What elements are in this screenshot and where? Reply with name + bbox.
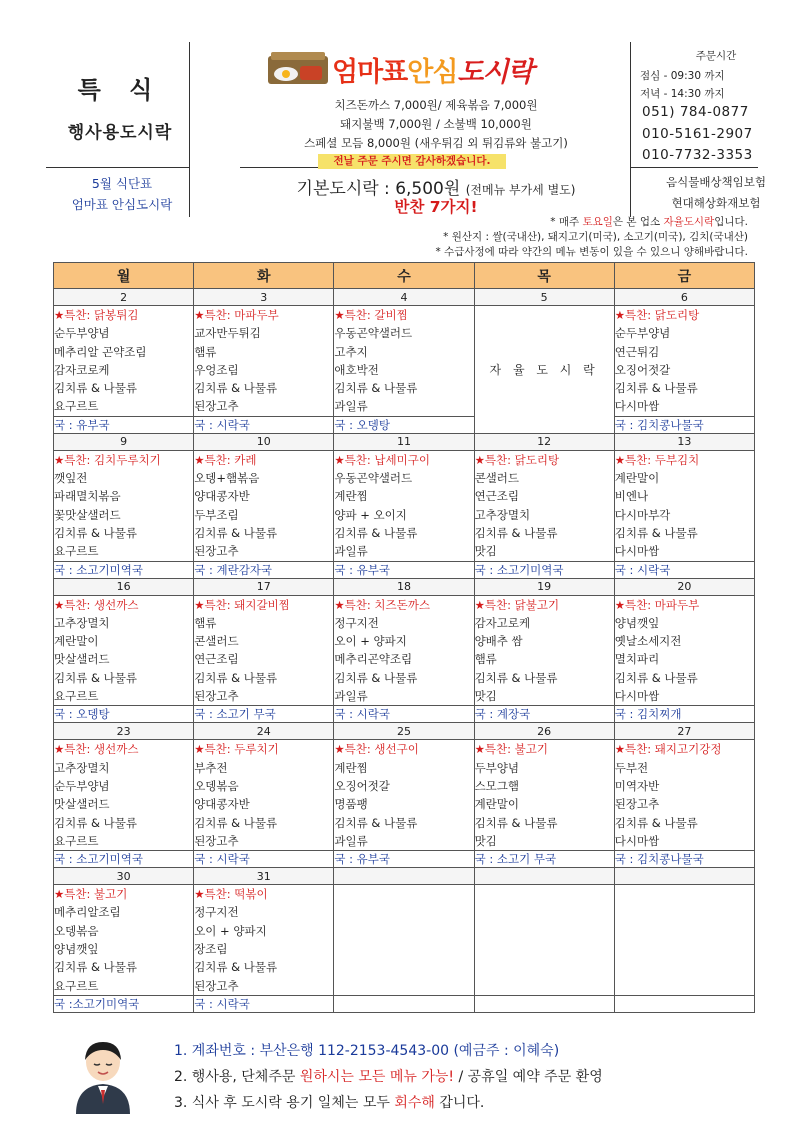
menu-item: 메추리알 곤약조림: [54, 344, 147, 359]
menu-item: 된장고추: [614, 797, 660, 812]
special-dish: ★특찬: 두루치기: [194, 742, 279, 757]
menu-item: 김치류 & 나물류: [194, 381, 278, 396]
date-cell: 13: [614, 433, 754, 450]
menu-cell: [614, 885, 754, 996]
menu-cell: [474, 885, 614, 996]
soup-cell: 국 : 시락국: [194, 995, 334, 1012]
soup-cell: 국 : 김치콩나물국: [614, 851, 754, 868]
soup-cell: 국 : 유부국: [334, 561, 474, 578]
menu-item: 김치류 & 나물류: [54, 381, 137, 396]
menu-item: 김치류 & 나물류: [334, 381, 418, 396]
soup-cell: 국 : 계장국: [474, 706, 614, 723]
order-time-title: 주문시간: [695, 50, 737, 62]
menu-item: 콘샐러드: [474, 471, 519, 486]
menu-item: 요구르트: [54, 833, 99, 848]
date-cell: [614, 868, 754, 885]
menu-item: 다시마쌈: [614, 544, 660, 559]
menu-item: 김치류 & 나물류: [614, 525, 698, 540]
date-row: [54, 289, 755, 306]
menu-item: 김치류 & 나물류: [614, 815, 698, 830]
person-bowing-icon: [68, 1034, 138, 1114]
soup-cell: [614, 995, 754, 1012]
menu-item: 김치류 & 나물류: [334, 525, 418, 540]
order-notice: 전날 주문 주시면 감사하겠습니다.: [318, 154, 506, 169]
menu-cell: [194, 306, 334, 417]
menu-item: 오뎅+햄볶음: [194, 471, 260, 486]
price-line-2: 돼지불백 7,000원 / 소불백 10,000원: [340, 117, 532, 131]
menu-item: 오뎅볶음: [194, 778, 239, 793]
date-cell: [474, 868, 614, 885]
date-cell: 12: [474, 433, 614, 450]
special-dish: ★특찬: 마파두부: [614, 597, 700, 612]
menu-item: 햄류: [474, 652, 497, 667]
menu-item: 된장고추: [194, 978, 239, 993]
special-dish: ★특찬: 닭도리탕: [614, 308, 700, 322]
soup-cell: 국 : 오뎅탕: [334, 416, 474, 433]
menu-item: 두부조림: [194, 507, 239, 522]
menu-item: 김치류 & 나물류: [54, 525, 137, 540]
soup-row: [54, 995, 755, 1012]
menu-item: 고추장멸치: [474, 507, 531, 522]
menu-item: 순두부양념: [614, 326, 671, 341]
menu-item: 오이 + 양파지: [334, 634, 407, 649]
date-cell: 23: [54, 723, 194, 740]
menu-item: 파래멸치볶음: [54, 489, 121, 504]
footer-highlight: 회수해: [394, 1095, 435, 1111]
menu-item: 맛김: [474, 544, 497, 559]
note-text: 은 본 업소: [612, 216, 664, 228]
date-cell: 10: [194, 433, 334, 450]
note-highlight: 토요일: [582, 216, 613, 228]
special-title: 특 식: [77, 76, 163, 104]
menu-item: 맛살샐러드: [54, 652, 110, 667]
menu-item: 맛김: [474, 689, 497, 704]
weekday-header-row: [54, 263, 755, 289]
date-cell: 11: [334, 433, 474, 450]
special-dish: ★특찬: 치즈돈까스: [334, 597, 430, 612]
soup-cell: [474, 995, 614, 1012]
menu-item: 김치류 & 나물류: [54, 960, 137, 975]
menu-item: 김치류 & 나물류: [194, 960, 278, 975]
menu-item: 연근조림: [194, 652, 239, 667]
menu-item: 과일류: [334, 399, 368, 414]
menu-item: 고추장멸치: [54, 760, 110, 775]
menu-item: 다시마쌈: [614, 399, 660, 414]
phone-3[interactable]: 010-7732-3353: [642, 147, 753, 163]
date-cell: 19: [474, 578, 614, 595]
menu-calendar: [53, 262, 755, 1013]
menu-item: 맛김: [474, 833, 497, 848]
menu-item: 계란말이: [474, 797, 519, 812]
special-dish: ★특찬: 갈비찜: [334, 308, 408, 322]
menu-item: 김치류 & 나물류: [614, 381, 698, 396]
menu-item: 부추전: [194, 760, 228, 775]
logo-text: [332, 50, 533, 89]
menu-row: [54, 450, 755, 561]
basic-price-label: 기본도시락 : 6,500원: [296, 179, 461, 199]
menu-item: 우동곤약샐러드: [334, 471, 413, 486]
special-dish: ★특찬: 불고기: [54, 887, 128, 902]
menu-cell: [194, 595, 334, 706]
date-cell: 27: [614, 723, 754, 740]
soup-row: [54, 416, 755, 433]
logo-part1: 엄마표: [332, 57, 408, 88]
menu-item: 정구지전: [334, 615, 379, 630]
menu-cell: [54, 595, 194, 706]
date-row: [54, 868, 755, 885]
note-text: * 매주: [550, 216, 583, 228]
footer-highlight: 원하시는 모든 메뉴 가능!: [299, 1069, 455, 1085]
menu-item: 양대콩자반: [194, 797, 250, 812]
date-cell: 16: [54, 578, 194, 595]
dinner-deadline: 저녁 - 14:30 까지: [640, 88, 725, 100]
lunch-deadline: 점심 - 09:30 까지: [640, 70, 725, 82]
menu-item: 두부양념: [474, 760, 519, 775]
menu-item: 멸치파리: [614, 652, 660, 667]
special-dish: ★특찬: 납세미구이: [334, 452, 430, 467]
menu-item: 순두부양념: [54, 778, 110, 793]
menu-item: 김치류 & 나물류: [194, 815, 278, 830]
menu-item: 계란말이: [54, 634, 99, 649]
menu-cell: [334, 740, 474, 851]
special-dish: ★특찬: 생선구이: [334, 742, 419, 757]
menu-cell: [54, 306, 194, 417]
menu-cell: [614, 595, 754, 706]
soup-cell: 국 : 유부국: [334, 851, 474, 868]
special-dish: ★특찬: 마파두부: [194, 308, 279, 322]
footer-text: 갑니다.: [434, 1095, 485, 1111]
phone-2[interactable]: 010-5161-2907: [642, 126, 753, 142]
menu-item: 고추장멸치: [54, 615, 110, 630]
date-cell: 30: [54, 868, 194, 885]
date-cell: 4: [334, 289, 474, 306]
menu-item: 양대콩자반: [194, 489, 250, 504]
soup-cell: 국 : 소고기미역국: [54, 851, 194, 868]
date-cell: 20: [614, 578, 754, 595]
menu-item: 된장고추: [194, 689, 239, 704]
weekday-thu: 목: [474, 263, 614, 289]
date-cell: 26: [474, 723, 614, 740]
calendar-body: [54, 289, 755, 1013]
footer-text: 2. 행사용, 단체주문: [174, 1069, 300, 1085]
weekday-fri: 금: [614, 263, 754, 289]
footer-text: / 공휴일 예약 주문 환영: [454, 1069, 603, 1085]
soup-cell: 국 : 시락국: [194, 851, 334, 868]
date-cell: 31: [194, 868, 334, 885]
menu-item: 김치류 & 나물류: [474, 815, 558, 830]
menu-item: 맛살샐러드: [54, 797, 110, 812]
menu-cell: [54, 885, 194, 996]
special-dish: ★특찬: 불고기: [474, 742, 548, 757]
special-dish: ★특찬: 닭불고기: [474, 597, 560, 612]
insurance-line-1: 음식물배상책임보험: [666, 175, 766, 189]
menu-item: 양념깻잎: [614, 615, 660, 630]
soup-cell: 국 : 김치찌개: [614, 706, 754, 723]
menu-item: 우동곤약샐러드: [334, 326, 413, 341]
menu-item: 두부전: [614, 760, 649, 775]
menu-item: 김치류 & 나물류: [474, 670, 558, 685]
menu-row: [54, 306, 755, 417]
menu-item: 다시마부각: [614, 507, 671, 522]
soup-row: [54, 851, 755, 868]
menu-item: 메추리알조림: [54, 905, 121, 920]
soup-row: [54, 561, 755, 578]
vat-note: (전메뉴 부가세 별도): [465, 183, 576, 197]
menu-cell: [194, 740, 334, 851]
menu-item: 장조림: [194, 942, 228, 957]
phone-1[interactable]: 051) 784-0877: [642, 104, 749, 120]
special-dish: ★특찬: 닭도리탕: [474, 452, 560, 467]
menu-cell: [474, 450, 614, 561]
menu-cell: [54, 450, 194, 561]
logo-part3: 도시락: [457, 57, 533, 88]
date-cell: 5: [474, 289, 614, 306]
special-dish: ★특찬: 돼지갈비찜: [194, 597, 290, 612]
weekday-tue: 화: [194, 263, 334, 289]
note-text: 입니다.: [714, 216, 748, 228]
menu-item: 고추지: [334, 344, 368, 359]
menu-item: 김치류 & 나물류: [54, 815, 137, 830]
soup-cell: [334, 995, 474, 1012]
menu-cell: [334, 306, 474, 417]
menu-item: 양념깻잎: [54, 942, 99, 957]
soup-cell: 국 : 시락국: [194, 416, 334, 433]
saturday-note: [550, 214, 748, 229]
menu-cell: [194, 885, 334, 996]
menu-item: 된장고추: [194, 399, 239, 414]
menu-item: 오뎅볶음: [54, 923, 99, 938]
menu-cell: [334, 595, 474, 706]
date-cell: 25: [334, 723, 474, 740]
special-dish: ★특찬: 돼지고기강정: [614, 742, 722, 757]
date-cell: 6: [614, 289, 754, 306]
special-dish: ★특찬: 생선까스: [54, 597, 139, 612]
menu-cell: [474, 740, 614, 851]
container-return-info: [174, 1092, 484, 1112]
footer-text: 3. 식사 후 도시락 용기 일체는 모두: [174, 1095, 395, 1111]
menu-item: 요구르트: [54, 978, 99, 993]
price-line-3: 스페셜 모듬 8,000원 (새우튀김 외 튀김류와 불고기): [304, 136, 568, 150]
date-row: [54, 723, 755, 740]
menu-item: 된장고추: [194, 544, 239, 559]
soup-cell: 국 : 소고기 무국: [474, 851, 614, 868]
menu-cell: [194, 450, 334, 561]
menu-item: 계란찜: [334, 760, 368, 775]
menu-item: 콘샐러드: [194, 634, 239, 649]
menu-item: 오이 + 양파지: [194, 923, 267, 938]
soup-cell: 국 : 김치콩나물국: [614, 416, 754, 433]
menu-cell: [334, 450, 474, 561]
supply-note: * 수급사정에 따라 약간의 메뉴 변동이 있을 수 있으니 양해바랍니다.: [435, 246, 748, 258]
special-dish: ★특찬: 닭봉튀김: [54, 308, 139, 322]
soup-cell: 국 : 시락국: [614, 561, 754, 578]
menu-item: 다시마쌈: [614, 689, 660, 704]
menu-item: 감자고로케: [474, 615, 531, 630]
special-dish: ★특찬: 카레: [194, 452, 257, 467]
note-highlight: 자율도시락: [663, 216, 715, 228]
menu-cell: [614, 450, 754, 561]
soup-cell: 국 : 시락국: [334, 706, 474, 723]
price-line-1: 치즈돈까스 7,000원/ 제육볶음 7,000원: [334, 98, 538, 112]
menu-item: 연근튀김: [614, 344, 660, 359]
menu-cell: [54, 740, 194, 851]
header-hline-right: [630, 167, 758, 168]
brand-subtitle: 엄마표 안심도시락: [71, 197, 173, 212]
insurance-line-2: 현대해상화재보험: [671, 196, 761, 210]
date-cell: 3: [194, 289, 334, 306]
self-lunchbox-cell: 자 율 도 시 락: [474, 306, 614, 434]
date-row: [54, 578, 755, 595]
menu-item: 스모그햄: [474, 778, 519, 793]
banchan-count: 반찬 7가지!: [394, 198, 478, 216]
menu-cell: [614, 740, 754, 851]
menu-item: 정구지전: [194, 905, 239, 920]
menu-item: 계란말이: [614, 471, 660, 486]
menu-item: 깻잎전: [54, 471, 88, 486]
origin-note: * 원산지 : 쌀(국내산), 돼지고기(미국), 소고기(미국), 김치(국내산): [443, 231, 748, 243]
soup-cell: 국 :소고기미역국: [54, 995, 194, 1012]
soup-cell: 국 : 소고기 무국: [194, 706, 334, 723]
menu-item: 햄류: [194, 615, 217, 630]
date-cell: 2: [54, 289, 194, 306]
soup-row: [54, 706, 755, 723]
menu-cell: [334, 885, 474, 996]
menu-item: 꽃맛살샐러드: [54, 507, 121, 522]
menu-row: [54, 885, 755, 996]
special-dish: ★특찬: 김치두루치기: [54, 452, 161, 467]
header-hline-left: [46, 167, 190, 168]
menu-item: 김치류 & 나물류: [194, 525, 278, 540]
menu-item: 김치류 & 나물류: [54, 670, 137, 685]
menu-cell: [614, 306, 754, 417]
special-dish: ★특찬: 생선까스: [54, 742, 139, 757]
soup-cell: 국 : 소고기미역국: [474, 561, 614, 578]
menu-item: 김치류 & 나물류: [334, 670, 418, 685]
menu-item: 요구르트: [54, 399, 99, 414]
menu-item: 요구르트: [54, 544, 99, 559]
menu-item: 우엉조림: [194, 362, 239, 377]
menu-item: 다시마쌈: [614, 833, 660, 848]
menu-item: 과일류: [334, 833, 368, 848]
menu-item: 햄류: [194, 344, 217, 359]
date-cell: 18: [334, 578, 474, 595]
date-cell: [334, 868, 474, 885]
menu-item: 양파 + 오이지: [334, 507, 407, 522]
weekday-wed: 수: [334, 263, 474, 289]
menu-item: 김치류 & 나물류: [614, 670, 698, 685]
date-cell: 17: [194, 578, 334, 595]
soup-cell: 국 : 계란감자국: [194, 561, 334, 578]
menu-item: 메추리곤약조림: [334, 652, 413, 667]
month-menu-label: 5월 식단표: [91, 176, 153, 191]
menu-item: 양배추 쌈: [474, 634, 523, 649]
soup-cell: 국 : 오뎅탕: [54, 706, 194, 723]
special-dish: ★특찬: 두부김치: [614, 452, 700, 467]
menu-item: 감자코로케: [54, 362, 110, 377]
menu-item: 된장고추: [194, 833, 239, 848]
menu-item: 미역자반: [614, 778, 660, 793]
date-cell: 9: [54, 433, 194, 450]
menu-item: 김치류 & 나물류: [474, 525, 558, 540]
menu-item: 계란찜: [334, 489, 368, 504]
menu-item: 오징어젓갈: [614, 362, 671, 377]
menu-item: 명품팽: [334, 797, 368, 812]
soup-cell: 국 : 유부국: [54, 416, 194, 433]
soup-cell: 국 : 소고기미역국: [54, 561, 194, 578]
menu-item: 연근조림: [474, 489, 519, 504]
menu-item: 오징어젓갈: [334, 778, 390, 793]
menu-row: [54, 595, 755, 706]
menu-item: 요구르트: [54, 689, 99, 704]
menu-item: 김치류 & 나물류: [334, 815, 418, 830]
menu-item: 옛날소세지전: [614, 634, 682, 649]
menu-item: 교자만두튀김: [194, 326, 261, 341]
menu-item: 과일류: [334, 544, 368, 559]
special-dish: ★특찬: 떡볶이: [194, 887, 268, 902]
group-order-info: [174, 1066, 603, 1086]
date-row: [54, 433, 755, 450]
weekday-mon: 월: [54, 263, 194, 289]
menu-cell: [474, 595, 614, 706]
menu-item: 비엔나: [614, 489, 649, 504]
event-title: 행사용도시락: [67, 123, 173, 143]
logo-part2: 안심: [407, 57, 458, 88]
menu-row: [54, 740, 755, 851]
menu-item: 과일류: [334, 689, 368, 704]
date-cell: 24: [194, 723, 334, 740]
menu-item: 김치류 & 나물류: [194, 670, 278, 685]
account-info: 1. 계좌번호 : 부산은행 112-2153-4543-00 (예금주 : 이혜숙): [174, 1043, 560, 1059]
menu-item: 순두부양념: [54, 326, 110, 341]
menu-item: 애호박전: [334, 362, 379, 377]
